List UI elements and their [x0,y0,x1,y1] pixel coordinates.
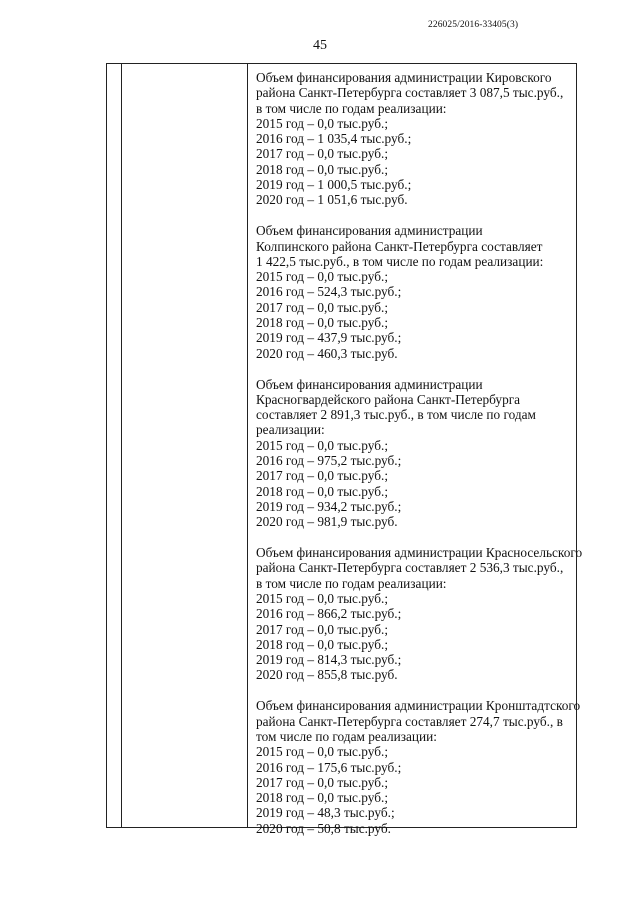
year-line: 2016 год – 524,3 тыс.руб.; [256,284,402,300]
intro-line: Объем финансирования администрации Кронштадтского [256,698,581,714]
year-line: 2017 год – 0,0 тыс.руб.; [256,621,389,637]
year-line: 2018 год – 0,0 тыс.руб.; [256,483,389,499]
year-line: 2016 год – 1 035,4 тыс.руб.; [256,131,412,147]
year-line: 2018 год – 0,0 тыс.руб.; [256,161,389,177]
intro-line: составляет 2 891,3 тыс.руб., в том числе по годам [256,407,536,423]
year-line: 2019 год – 934,2 тыс.руб.; [256,498,402,514]
financing-block-kolpinsky [256,223,572,361]
financing-cell [256,70,583,852]
year-line: 2020 год – 1 051,6 тыс.руб. [256,192,408,208]
intro-line: в том числе по годам реализации: [256,100,447,116]
financing-block-kirovsky [256,70,572,208]
intro-line: района Санкт-Петербурга составляет 2 536,3 тыс.руб., [256,560,564,576]
year-line: 2016 год – 175,6 тыс.руб.; [256,759,402,775]
year-line: 2019 год – 1 000,5 тыс.руб.; [256,177,412,193]
year-line: 2020 год – 981,9 тыс.руб. [256,514,398,530]
year-line: 2019 год – 48,3 тыс.руб.; [256,805,395,821]
year-line: 2020 год – 460,3 тыс.руб. [256,345,398,361]
year-line: 2020 год – 50,8 тыс.руб. [256,820,391,836]
year-line: 2018 год – 0,0 тыс.руб.; [256,636,389,652]
year-line: 2016 год – 866,2 тыс.руб.; [256,606,402,622]
year-line: 2017 год – 0,0 тыс.руб.; [256,468,389,484]
intro-line: 1 422,5 тыс.руб., в том числе по годам реализации: [256,253,544,269]
intro-line: Объем финансирования администрации Кировского [256,70,552,85]
year-line: 2015 год – 0,0 тыс.руб.; [256,269,389,285]
year-line: 2016 год – 975,2 тыс.руб.; [256,453,402,469]
year-line: 2017 год – 0,0 тыс.руб.; [256,146,389,162]
year-line: 2018 год – 0,0 тыс.руб.; [256,790,389,806]
year-line: 2017 год – 0,0 тыс.руб.; [256,299,389,315]
year-line: 2015 год – 0,0 тыс.руб.; [256,590,389,606]
year-line: 2015 год – 0,0 тыс.руб.; [256,744,389,760]
table-column-divider-1 [121,64,122,827]
financing-block-krasnoselsky [256,545,583,683]
year-line: 2017 год – 0,0 тыс.руб.; [256,774,389,790]
intro-line: Объем финансирования администрации [256,223,483,239]
financing-block-krasnogvardeysky [256,377,572,530]
table-column-divider-2 [247,64,248,827]
intro-line: Объем финансирования администрации [256,376,483,392]
year-line: 2019 год – 437,9 тыс.руб.; [256,330,402,346]
intro-line: том числе по годам реализации: [256,728,437,744]
intro-line: Колпинского района Санкт-Петербурга составляет [256,238,543,254]
intro-line: района Санкт-Петербурга составляет 274,7 тыс.руб., в [256,713,563,729]
year-line: 2019 год – 814,3 тыс.руб.; [256,652,402,668]
year-line: 2015 год – 0,0 тыс.руб.; [256,115,389,131]
intro-line: Красногвардейского района Санкт-Петербурга [256,391,521,407]
intro-line: района Санкт-Петербурга составляет 3 087,5 тыс.руб., [256,85,564,101]
intro-line: реализации: [256,422,325,438]
year-line: 2020 год – 855,8 тыс.руб. [256,667,398,683]
year-line: 2015 год – 0,0 тыс.руб.; [256,437,389,453]
financing-block-kronshtadtsky [256,698,581,836]
document-registration-number: 226025/2016-33405(3) [428,20,519,30]
year-line: 2018 год – 0,0 тыс.руб.; [256,315,389,331]
intro-line: в том числе по годам реализации: [256,575,447,591]
intro-line: Объем финансирования администрации Красносельского [256,545,583,561]
page-number: 45 [313,38,327,53]
